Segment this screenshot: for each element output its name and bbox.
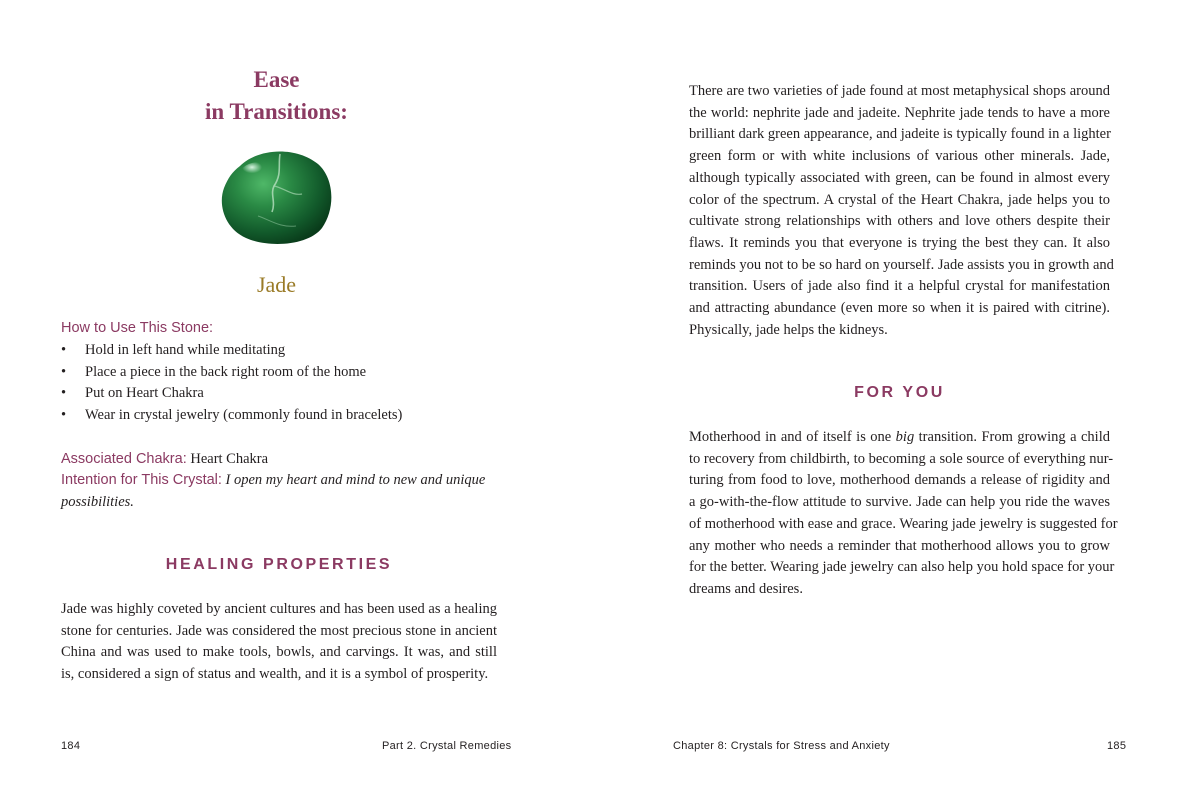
text-line: dreams and desires. — [689, 580, 803, 597]
list-item: • Place a piece in the back right room of the home — [61, 362, 402, 384]
text-line: brilliant dark green appearance, and jadeite is typically found in a lighter — [689, 126, 1111, 143]
associated-chakra: Associated Chakra: Heart Chakra — [61, 451, 269, 467]
left-page-number: 184 — [61, 740, 81, 752]
text-line: any mother who needs a reminder that motherhood allows you to grow — [689, 537, 1110, 554]
list-item: • Wear in crystal jewelry (commonly found in bracelets) — [61, 405, 402, 427]
text-line: of motherhood with ease and grace. Wearing jade jewelry is suggested for — [689, 515, 1118, 532]
healing-properties-text — [61, 599, 497, 686]
text-line: a go-with-the-flow attitude to survive. Jade can help you ride the waves — [689, 494, 1110, 511]
text-line: is, considered a sign of status and wealth, and it is a symbol of prosperity. — [61, 666, 489, 683]
list-item: • Hold in left hand while meditating — [61, 340, 402, 362]
right-page-number: 185 — [1107, 740, 1127, 752]
text-line: China and was used to make tools, bowls, and carvings. It was, and still — [61, 644, 497, 661]
left-running-head: Part 2. Crystal Remedies — [382, 740, 512, 752]
text-line: Motherhood in and of itself is one big transition. From growing a child — [689, 429, 1110, 445]
for-you-heading: FOR YOU — [854, 384, 945, 401]
stone-name: Jade — [256, 272, 297, 297]
text-line: to recovery from childbirth, to becoming a sole source of everything nur- — [689, 450, 1114, 467]
right-page — [593, 0, 1187, 799]
bullet-icon: • — [61, 363, 67, 380]
emphasis: big — [895, 429, 915, 445]
healing-properties-heading: HEALING PROPERTIES — [165, 556, 393, 573]
jade-stone-image — [218, 146, 336, 248]
uses-list — [61, 340, 402, 427]
text-line: flaws. It reminds you that everyone is trying the best they can. It also — [689, 234, 1110, 251]
list-item: • Put on Heart Chakra — [61, 383, 402, 405]
text-line: There are two varieties of jade found at most metaphysical shops around — [689, 83, 1110, 99]
text-line: for the better. Wearing jade jewelry can also help you hold space for your — [689, 559, 1115, 576]
bullet-icon: • — [61, 407, 67, 424]
jade-varieties-text — [689, 81, 1114, 341]
bullet-icon: • — [61, 342, 67, 358]
text-line: Physically, jade helps the kidneys. — [689, 321, 888, 338]
text-line: stone for centuries. Jade was considered the most precious stone in ancient — [61, 622, 497, 639]
motherhood-text — [689, 427, 1118, 601]
text-line: although typically associated with green, can be found in almost every — [689, 169, 1110, 186]
title-line-2: in Transitions: — [205, 99, 348, 124]
chakra-value: Heart Chakra — [190, 451, 269, 467]
text-line: turing from food to love, motherhood demands a release of rigidity and — [689, 472, 1110, 489]
bullet-icon: • — [61, 385, 67, 402]
text-line: color of the spectrum. A crystal of the Heart Chakra, jade helps you to — [689, 191, 1110, 208]
text-line: green form or with white inclusions of various other minerals. Jade, — [689, 148, 1110, 165]
text-line: Jade was highly coveted by ancient cultures and has been used as a healing — [61, 601, 497, 617]
intention-value-line-1: I open my heart and mind to new and unique — [225, 472, 486, 488]
intention-value-line-2: possibilities. — [61, 493, 134, 510]
chapter-section-title — [0, 64, 553, 128]
how-to-use-heading: How to Use This Stone: — [61, 320, 214, 336]
text-line: the world: nephrite jade and jadeite. Nephrite jade tends to have a more — [689, 104, 1110, 121]
left-page — [0, 0, 593, 799]
intention-label: Intention for This Crystal — [61, 472, 218, 488]
chakra-label: Associated Chakra — [61, 451, 183, 467]
text-line: reminds you not to be so hard on yourself. Jade assists you in growth and — [689, 256, 1114, 273]
text-line: and attracting abundance (even more so when it is paired with citrine). — [689, 300, 1110, 317]
right-running-head: Chapter 8: Crystals for Stress and Anxiety — [673, 740, 890, 752]
intention: Intention for This Crystal: I open my heart and mind to new and unique possibilities. — [61, 472, 486, 510]
title-line-1: Ease — [253, 67, 300, 92]
text-line: cultivate strong relationships with others and love others despite their — [689, 213, 1110, 230]
text-line: transition. Users of jade also find it a helpful crystal for manifestation — [689, 278, 1110, 295]
jade-stone-icon — [218, 146, 336, 248]
